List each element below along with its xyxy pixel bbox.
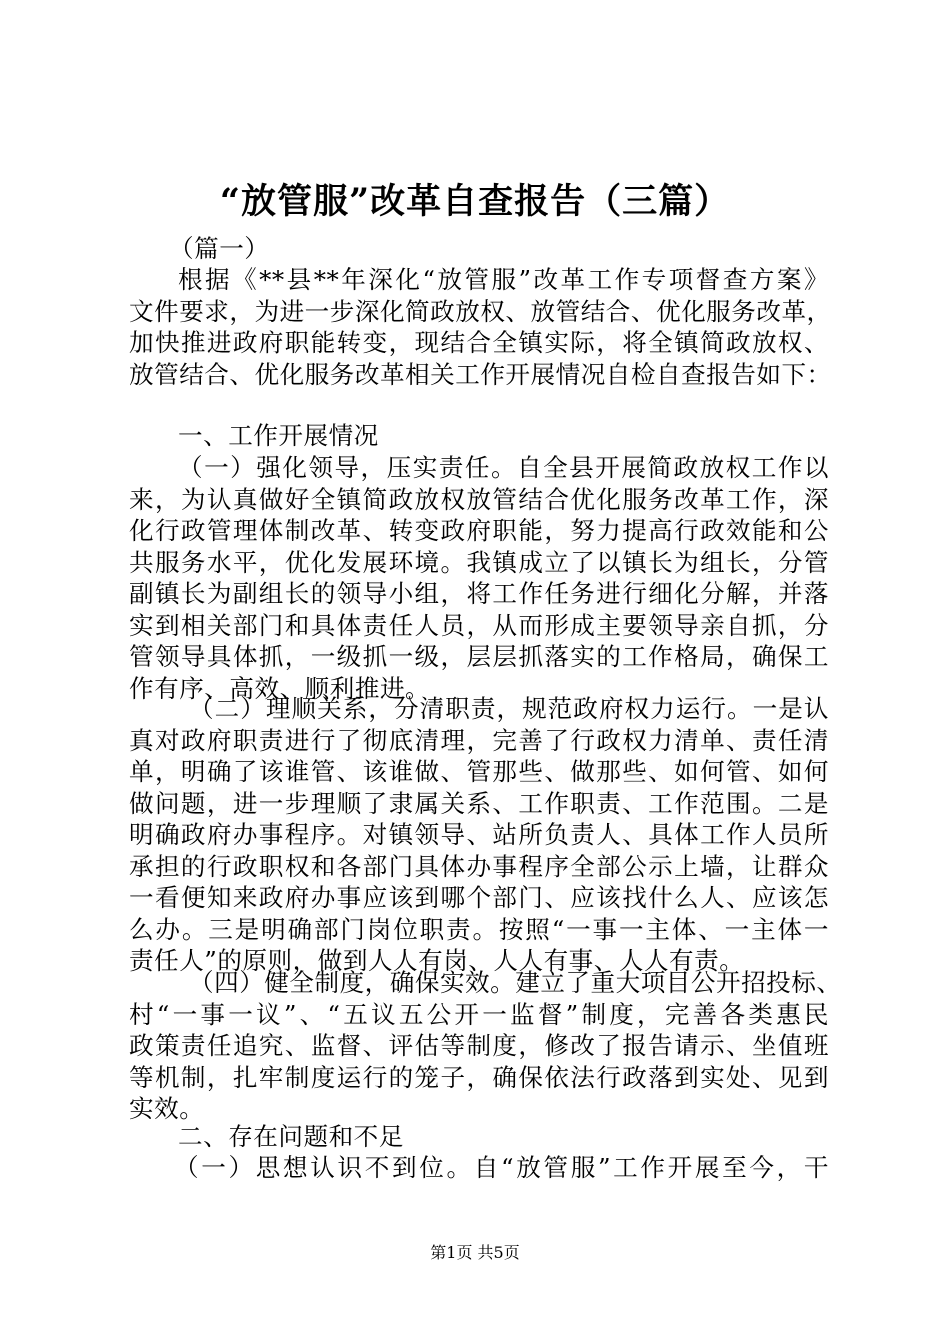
paragraph-3 [129, 967, 842, 1125]
page-footer: 第1页 共5页 [430, 1243, 520, 1262]
paragraph-line: 明确政府办事程序。对镇领导、站所负责人、具体工作人员所 [129, 820, 829, 849]
paragraph-line: 实到相关部门和具体责任人员，从而形成主要领导亲自抓，分 [129, 610, 829, 640]
paragraph-line: （一）强化领导，压实责任。自全县开展简政放权工作以 [178, 453, 829, 482]
intro-line: 放管结合、优化服务改革相关工作开展情况自检自查报告如下： [129, 359, 832, 389]
intro-paragraph [129, 264, 832, 390]
paragraph-line: 实效。 [129, 1094, 205, 1123]
paragraph-line: 么办。三是明确部门岗位职责。按照“一事一主体、一主体一 [129, 914, 829, 944]
paragraph-line: （四）健全制度，确保实效。建立了重大项目公开招投标、 [189, 968, 842, 997]
part-label-text: （篇一） [169, 234, 270, 263]
paragraph-line: 政策责任追究、监督、评估等制度，修改了报告请示、坐值班 [129, 1031, 829, 1060]
paragraph-line: 化行政管理体制改革、转变政府职能，努力提高行政效能和公 [129, 516, 829, 545]
section-heading-1-text: 一、工作开展情况 [178, 421, 379, 450]
paragraph-line: 承担的行政职权和各部门具体办事程序全部公示上墙，让群众 [129, 851, 829, 881]
paragraph-line: 共服务水平，优化发展环境。我镇成立了以镇长为组长，分管 [129, 547, 829, 577]
intro-line: 加快推进政府职能转变，现结合全镇实际，将全镇简政放权、 [129, 328, 829, 357]
document-title: “放管服”改革自查报告（三篇） [219, 181, 731, 222]
paragraph-1 [129, 452, 829, 704]
section-heading-1 [129, 420, 829, 452]
paragraph-line: 单，明确了该谁管、该谁做、管那些、做那些、如何管、如何 [129, 757, 829, 786]
intro-line: 根据《**县**年深化“放管服”改革工作专项督查方案》 [178, 265, 829, 294]
paragraph-line: 来，为认真做好全镇简政放权放管结合优化服务改革工作，深 [129, 484, 829, 514]
paragraph-line: 做问题，进一步理顺了隶属关系、工作职责、工作范围。二是 [129, 788, 829, 818]
paragraph-line: 真对政府职责进行了彻底清理，完善了行政权力清单、责任清 [129, 725, 829, 755]
paragraph-line: 一看便知来政府办事应该到哪个部门、应该找什么人、应该怎 [129, 883, 829, 912]
paragraph-line: （一）思想认识不到位。自“放管服”工作开展至今，干 [174, 1153, 829, 1182]
paragraph-line: 责任人”的原则，做到人人有岗、人人有事、人人有责。 [129, 946, 745, 975]
part-label [129, 233, 829, 265]
paragraph-line: 等机制，扎牢制度运行的笼子，确保依法行政落到实处、见到 [129, 1062, 829, 1092]
paragraph-line: 村“一事一议”、“五议五公开一监督”制度，完善各类惠民 [129, 999, 829, 1029]
paragraph-line: 管领导具体抓，一级抓一级，层层抓落实的工作格局，确保工 [129, 642, 829, 671]
paragraph-line: 作有序、高效、顺利推进。 [129, 673, 431, 703]
paragraph-2 [129, 693, 829, 977]
paragraph-4 [129, 1152, 829, 1184]
intro-line: 文件要求，为进一步深化简政放权、放管结合、优化服务改革， [129, 296, 832, 326]
section-heading-2 [129, 1121, 829, 1153]
paragraph-line: 副镇长为副组长的领导小组，将工作任务进行细化分解，并落 [129, 579, 829, 608]
section-heading-2-text: 二、存在问题和不足 [178, 1122, 404, 1151]
paragraph-line: （二）理顺关系，分清职责，规范政府权力运行。一是认 [189, 694, 829, 723]
